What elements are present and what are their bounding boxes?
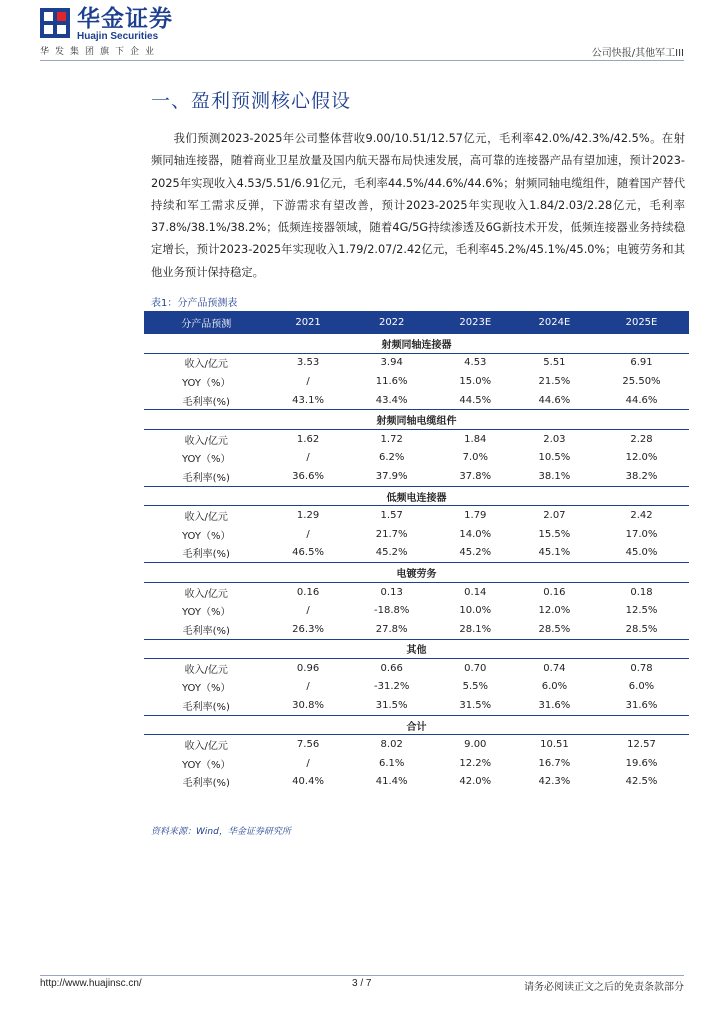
- page-header: [0, 0, 724, 62]
- table-row: [144, 506, 689, 525]
- value-cell: 45.1%: [538, 547, 571, 559]
- value-cell: 38.1%: [538, 470, 571, 482]
- value-cell: 12.2%: [459, 757, 492, 769]
- value-cell: 12.5%: [625, 605, 658, 617]
- value-cell: 30.8%: [292, 700, 324, 712]
- value-cell: 1.79: [464, 510, 487, 522]
- footer-website-link[interactable]: http://www.huajinsc.cn/: [40, 978, 142, 989]
- value-cell: 1.57: [380, 510, 403, 522]
- value-cell: 43.1%: [292, 394, 324, 406]
- table-row: [144, 754, 689, 773]
- header-cell: 2025E: [594, 311, 689, 334]
- row-label-cell: YOY（%）: [182, 377, 231, 389]
- table-row: [144, 773, 689, 792]
- table-row: [144, 582, 689, 601]
- value-cell: 1.72: [380, 433, 403, 445]
- value-cell: 6.91: [630, 357, 653, 369]
- value-cell: 3.94: [380, 357, 403, 369]
- value-cell: /: [306, 757, 310, 769]
- table-header-row: [144, 311, 689, 334]
- value-cell: 0.16: [296, 586, 320, 598]
- table-caption: 表1：分产品预测表: [151, 298, 238, 309]
- table-row: [144, 391, 689, 410]
- row-label-cell: YOY（%）: [182, 759, 231, 771]
- value-cell: 8.02: [380, 739, 403, 751]
- value-cell: 28.5%: [538, 623, 571, 635]
- value-cell: 0.14: [464, 586, 487, 598]
- value-cell: 14.0%: [459, 528, 492, 540]
- table-row: [144, 735, 689, 754]
- table-row: [144, 449, 689, 468]
- value-cell: 5.51: [543, 357, 566, 369]
- table-row: [144, 467, 689, 486]
- value-cell: 2.03: [543, 433, 566, 445]
- value-cell: 1.84: [464, 433, 487, 445]
- row-label-cell: 毛利率(%): [182, 702, 230, 714]
- table-row: [144, 678, 689, 697]
- row-label-cell: 收入/亿元: [184, 359, 228, 371]
- value-cell: 38.2%: [625, 470, 658, 482]
- value-cell: /: [306, 452, 310, 464]
- value-cell: 37.8%: [459, 470, 492, 482]
- row-label-cell: 收入/亿元: [184, 664, 228, 676]
- table-row: [144, 429, 689, 448]
- value-cell: -31.2%: [373, 681, 410, 693]
- table-row: [144, 659, 689, 678]
- row-label-cell: 毛利率(%): [182, 472, 230, 484]
- value-cell: 1.29: [296, 510, 320, 522]
- value-cell: 6.0%: [541, 681, 568, 693]
- value-cell: 28.1%: [459, 623, 492, 635]
- value-cell: 42.5%: [625, 776, 658, 788]
- value-cell: 44.5%: [459, 394, 492, 406]
- value-cell: 0.74: [543, 662, 566, 674]
- value-cell: 45.2%: [375, 547, 408, 559]
- report-type: 公司快报/其他军工III: [591, 48, 684, 59]
- forecast-table: [144, 311, 689, 791]
- row-label-cell: 毛利率(%): [182, 778, 230, 790]
- value-cell: /: [306, 528, 310, 540]
- row-label-cell: 毛利率(%): [182, 396, 230, 408]
- value-cell: 44.6%: [625, 394, 658, 406]
- table-row: [144, 620, 689, 639]
- table-section-row: [144, 410, 689, 430]
- value-cell: 10.51: [540, 739, 569, 751]
- row-label-cell: YOY（%）: [182, 683, 231, 695]
- value-cell: 40.4%: [292, 776, 324, 788]
- value-cell: 2.42: [630, 510, 653, 522]
- huajin-logo-icon: [40, 8, 70, 38]
- row-label-cell: 收入/亿元: [184, 588, 228, 600]
- value-cell: 0.96: [296, 662, 320, 674]
- value-cell: 21.5%: [538, 375, 571, 387]
- header-cell: 2024E: [515, 311, 594, 334]
- table-row: [144, 601, 689, 620]
- row-label-cell: YOY（%）: [182, 454, 231, 466]
- row-label-cell: 收入/亿元: [184, 435, 228, 447]
- section-title: 一、盈利预测核心假设: [151, 90, 352, 112]
- section-name-cell: 低频电连接器: [144, 486, 689, 506]
- value-cell: 15.0%: [459, 375, 492, 387]
- value-cell: 11.6%: [375, 375, 408, 387]
- value-cell: 7.56: [296, 739, 320, 751]
- section-name-cell: 射频同轴电缆组件: [144, 410, 689, 430]
- table-section-row: [144, 639, 689, 659]
- table-row: [144, 525, 689, 544]
- value-cell: 0.78: [630, 662, 653, 674]
- value-cell: 1.62: [296, 433, 320, 445]
- value-cell: 31.6%: [625, 700, 658, 712]
- value-cell: 6.0%: [628, 681, 655, 693]
- value-cell: 15.5%: [538, 528, 571, 540]
- table-section-row: [144, 715, 689, 735]
- table-section-row: [144, 334, 689, 354]
- value-cell: 5.5%: [462, 681, 488, 693]
- value-cell: 25.50%: [622, 375, 661, 387]
- value-cell: 0.70: [464, 662, 487, 674]
- value-cell: 12.0%: [625, 452, 658, 464]
- value-cell: 31.6%: [538, 700, 571, 712]
- value-cell: 41.4%: [375, 776, 408, 788]
- header-cell: 2023E: [436, 311, 515, 334]
- value-cell: 0.18: [630, 586, 653, 598]
- value-cell: 16.7%: [538, 757, 571, 769]
- footer-divider: [40, 975, 684, 976]
- row-label-cell: YOY（%）: [182, 530, 231, 542]
- value-cell: 37.9%: [375, 470, 408, 482]
- value-cell: 10.0%: [459, 605, 492, 617]
- value-cell: 26.3%: [292, 623, 324, 635]
- value-cell: 0.13: [380, 586, 403, 598]
- row-label-cell: 毛利率(%): [182, 549, 230, 561]
- logo-subtitle: 华发集团旗下企业: [40, 47, 161, 57]
- table-section-row: [144, 563, 689, 583]
- row-label-cell: YOY（%）: [182, 607, 231, 619]
- table-row: [144, 353, 689, 372]
- section-name-cell: 合计: [144, 715, 689, 735]
- table-source-note: 资料来源：Wind，华金证券研究所: [151, 827, 291, 837]
- value-cell: 0.16: [543, 586, 566, 598]
- value-cell: 3.53: [296, 357, 320, 369]
- value-cell: 46.5%: [292, 547, 324, 559]
- value-cell: 17.0%: [625, 528, 658, 540]
- value-cell: 31.5%: [375, 700, 408, 712]
- section-name-cell: 电镀劳务: [144, 563, 689, 583]
- logo-english-name: Huajin Securities: [77, 31, 159, 42]
- value-cell: 45.0%: [625, 547, 658, 559]
- header-cell: 2021: [269, 311, 348, 334]
- value-cell: 7.0%: [462, 452, 488, 464]
- table-row: [144, 696, 689, 715]
- section-name-cell: 其他: [144, 639, 689, 659]
- value-cell: 12.0%: [538, 605, 571, 617]
- value-cell: 44.6%: [538, 394, 571, 406]
- value-cell: 0.66: [380, 662, 403, 674]
- value-cell: 42.3%: [538, 776, 571, 788]
- value-cell: 31.5%: [459, 700, 492, 712]
- header-divider: [40, 60, 684, 61]
- page-number: 3 / 7: [352, 978, 372, 989]
- value-cell: 27.8%: [375, 623, 408, 635]
- value-cell: 12.57: [627, 739, 656, 751]
- section-name-cell: 射频同轴连接器: [144, 334, 689, 354]
- value-cell: 42.0%: [459, 776, 492, 788]
- logo-chinese-name: 华金证券: [77, 6, 173, 32]
- table-section-row: [144, 486, 689, 506]
- row-label-cell: 毛利率(%): [182, 625, 230, 637]
- value-cell: /: [306, 681, 310, 693]
- value-cell: 9.00: [464, 739, 487, 751]
- row-label-cell: 收入/亿元: [184, 512, 228, 524]
- row-label-cell: 收入/亿元: [184, 741, 228, 753]
- value-cell: /: [306, 375, 310, 387]
- value-cell: 2.28: [630, 433, 653, 445]
- value-cell: 2.07: [543, 510, 566, 522]
- value-cell: 43.4%: [375, 394, 408, 406]
- value-cell: 6.1%: [378, 757, 405, 769]
- value-cell: -18.8%: [373, 605, 410, 617]
- value-cell: 45.2%: [459, 547, 492, 559]
- value-cell: /: [306, 605, 310, 617]
- header-cell: 2022: [348, 311, 436, 334]
- value-cell: 19.6%: [625, 757, 658, 769]
- value-cell: 10.5%: [538, 452, 571, 464]
- value-cell: 28.5%: [625, 623, 658, 635]
- footer-disclaimer: 请务必阅读正文之后的免责条款部分: [524, 982, 684, 993]
- value-cell: 6.2%: [378, 452, 405, 464]
- body-paragraph: 我们预测2023-2025年公司整体营收9.00/10.51/12.57亿元，毛利率42.0%/42.3%/42.5%。在射频同轴连接器，随着商业卫星放量及国内航天器布局快速发展，高可靠的连接器产品有望加速，预计2023-2025年实现收入4.53/5.51/6.91亿元，毛利率44.5%/44.6%/44.6%；射频同轴电缆组件，随着国产替代持续和军工需求反弹，下游需求有望改善，预计2023-2025年实现收入1.84/2.03/2.28亿元，毛利率37.8%/38.1%/38.2%；低频连接器领域，随着4G/5G持续渗透及6G新技术开发，低频连接器业务持续稳定增长，预计2023-2025年实现收入1.79/2.07/2.42亿元，毛利率45.2%/45.1%/45.0%；电镀劳务和其他业务预计保持稳定。: [151, 132, 685, 279]
- value-cell: 36.6%: [292, 470, 324, 482]
- value-cell: 21.7%: [375, 528, 408, 540]
- value-cell: 4.53: [464, 357, 487, 369]
- header-cell: 分产品预测: [144, 311, 269, 334]
- table-row: [144, 544, 689, 563]
- table-row: [144, 372, 689, 391]
